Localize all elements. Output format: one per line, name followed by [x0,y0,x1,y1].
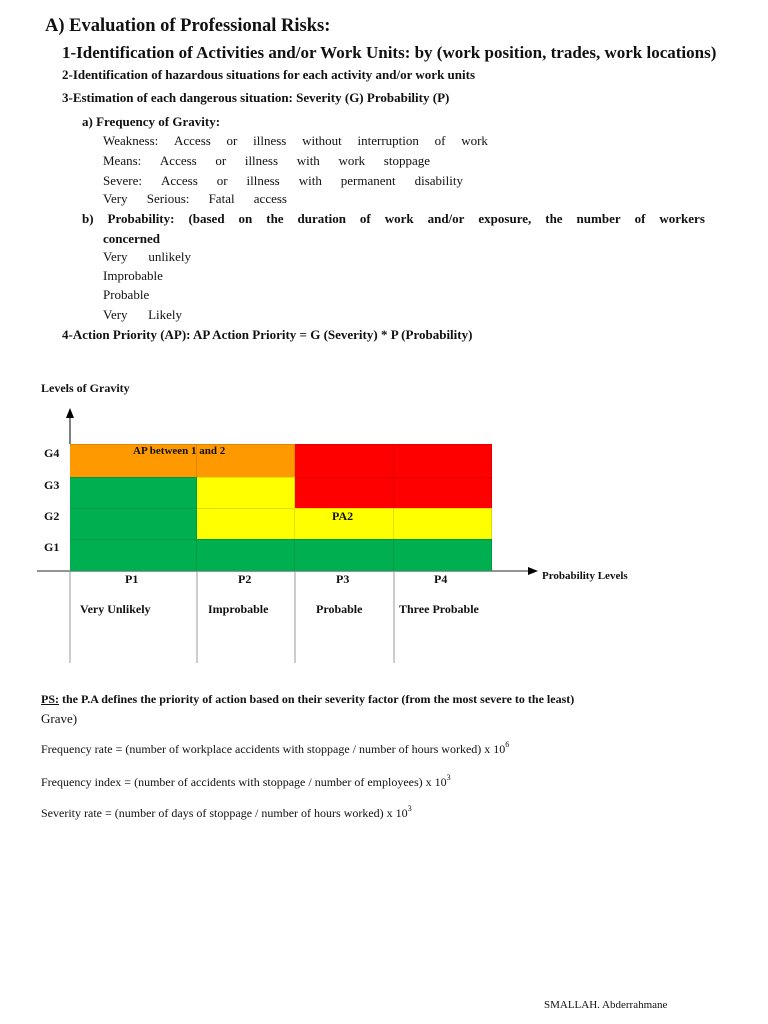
ap-1-2-label: AP between 1 and 2 [133,445,226,457]
matrix-cell-g4-p4 [394,444,492,477]
word: or [215,153,227,168]
ps-note-cont: Grave) [41,711,78,726]
formula-exponent: 3 [407,804,412,813]
matrix-cell-g1-p1 [70,539,197,571]
matrix-cell-g4-p3 [295,444,394,477]
gravity-title: a) Frequency of Gravity: [82,114,221,129]
word: interruption [357,133,419,148]
word: Access [159,153,197,168]
word: illness [246,173,280,188]
word: Likely [148,307,182,322]
word: of [359,211,371,226]
matrix-cell-g3-p4 [394,477,492,508]
formula-frequency-rate [41,742,509,757]
word: Access [174,133,211,148]
word: the [545,211,563,226]
prob-name: Probable [316,602,363,616]
ps-label: PS: [41,692,59,706]
formula-severity-rate [41,806,412,821]
y-axis-title: Levels of Gravity [41,381,130,395]
matrix-cell-g1-p2 [197,539,295,571]
step-4: 4-Action Priority (AP): AP Action Priority = G (Severity) * P (Probability) [62,327,473,342]
x-axis-title: Probability Levels [542,570,628,582]
pa2-label: PA2 [332,509,354,523]
step-2: 2-Identification of hazardous situations for each activity and/or work units [62,67,476,82]
matrix-cell-g3-p1 [70,477,197,508]
word: Probability: [107,211,175,226]
word: with [298,173,322,188]
word: and/or [427,211,465,226]
gravity-level-label: G4 [44,446,60,460]
prob-level-label: P2 [238,572,252,586]
author: SMALLAH. Abderrahmane [544,999,668,1011]
word: Access [160,173,198,188]
word: without [302,133,342,148]
matrix-cell-g3-p3 [295,477,394,508]
formula-text: Frequency index = (number of accidents with stoppage / number of employees) x 10 [41,775,447,789]
word: permanent [340,173,396,188]
word: Fatal [208,191,235,206]
prob-name: Improbable [208,602,269,616]
prob-name: Very Unlikely [80,602,151,616]
formula-exponent: 3 [446,773,451,782]
formula-text: Frequency rate = (number of workplace accidents with stoppage / number of hours worked) x 10 [41,742,506,756]
word: access [253,191,287,206]
word: b) [82,211,94,226]
word: work [461,133,488,148]
word: illness [253,133,287,148]
word: workers [659,211,705,226]
probability-title-cont: concerned [103,231,161,246]
ps-note [41,692,574,707]
formula-exponent: 6 [505,740,510,749]
word: of [434,133,446,148]
word: with [296,153,320,168]
word: work [338,153,366,168]
step-1: 1-Identification of Activities and/or Work Units: by (work position, trades, work locations) [62,43,717,62]
word: unlikely [148,249,191,264]
prob-name: Three Probable [399,602,479,616]
matrix-cell-g2-p1 [70,508,197,539]
matrix-cell-g3-p2 [197,477,295,508]
word: on [238,211,253,226]
word: Very [103,307,128,322]
matrix-cell-g2-p2 [197,508,295,539]
word: illness [244,153,279,168]
prob-level-label: P4 [434,572,448,586]
gravity-level-label: G3 [44,478,60,492]
main-heading: A) Evaluation of Professional Risks: [45,16,331,36]
step-3: 3-Estimation of each dangerous situation: Severity (G) Probability (P) [62,90,450,105]
word: number [576,211,621,226]
matrix-cell-g1-p3 [295,539,394,571]
word: (based [188,211,225,226]
word: Serious: [146,191,190,206]
word: Probable [103,287,150,302]
word: duration [297,211,346,226]
word: or [216,173,228,188]
word: Means: [103,153,142,168]
word: work [384,211,414,226]
word: stoppage [383,153,430,168]
word: the [266,211,284,226]
prob-level-label: P3 [336,572,350,586]
word: Very [103,191,128,206]
matrix-cell-g1-p4 [394,539,492,571]
gravity-level-label: G2 [44,509,60,523]
word: Severe: [103,173,142,188]
gravity-level-label: G1 [44,540,60,554]
word: exposure, [478,211,532,226]
formula-frequency-index [41,775,451,790]
matrix-cell-g2-p4 [394,508,492,539]
ps-text: the P.A defines the priority of action based on their severity factor (from the most severe to the least) [59,692,575,706]
word: disability [414,173,463,188]
word: or [226,133,238,148]
formula-text: Severity rate = (number of days of stoppage / number of hours worked) x 10 [41,806,408,820]
word: of [634,211,646,226]
word: Very [103,249,128,264]
word: Weakness: [103,133,159,148]
prob-level-label: P1 [125,572,139,586]
word: Improbable [103,268,163,283]
